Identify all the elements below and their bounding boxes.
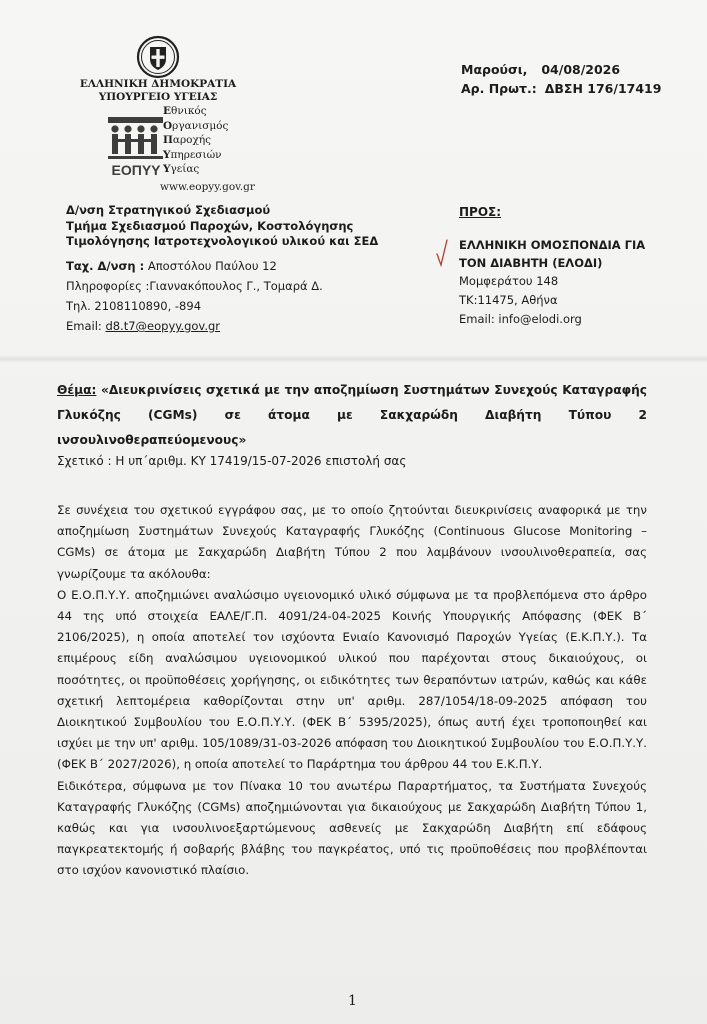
- recipient-name-line: ΕΛΛΗΝΙΚΗ ΟΜΟΣΠΟΝΔΙΑ ΓΙΑ: [459, 238, 646, 252]
- page-fold: [0, 355, 707, 363]
- related-reference: Σχετικό : Η υπ΄αριθμ. ΚΥ 17419/15-07-2026 επιστολή σας: [57, 454, 407, 468]
- address-label: Ταχ. Δ/νση :: [66, 259, 145, 273]
- state-name: ΕΛΛΗΝΙΚΗ ΔΗΜΟΚΡΑΤΙΑ: [79, 78, 237, 90]
- org-website: www.eopyy.gov.gr: [160, 181, 255, 193]
- protocol-number: ΔΒΣΗ 176/17419: [544, 81, 662, 96]
- recipient-address: [459, 272, 582, 329]
- org-name-block: [163, 104, 228, 177]
- org-line: Οργανισμός: [163, 119, 229, 132]
- body-paragraph: Σε συνέχεια του σχετικού εγγράφου σας, με το οποίο ζητούνται διευκρινίσεις αναφορικά με την αποζημίωση Συστημάτων Συνεχούς Καταγραφής Γλυκόζης (Continuous Glucose Monitoring – CGMs) σε άτομα με Σακχαρώδη Διαβήτη Τύπου 2 που λαμβάνουν ινσουλινοθεραπεία, σας γνωρίζουμε τα ακόλουθα:: [57, 503, 647, 581]
- ministry-name: ΥΠΟΥΡΓΕΙΟ ΥΓΕΙΑΣ: [98, 91, 218, 103]
- department-line: Τμήμα Σχεδιασμού Παροχών, Κοστολόγησης: [66, 218, 354, 233]
- recipient-address-line: ΤΚ:11475, Αθήνα: [459, 293, 558, 307]
- info-line: Πληροφορίες :Γιαννακόπουλος Γ., Τομαρά Δ.: [66, 279, 323, 293]
- department-line: Τιμολόγησης Ιατροτεχνολογικού υλικού και ΣΕΔ: [66, 234, 379, 248]
- place-date-block: [461, 60, 661, 98]
- department-line: Δ/νση Στρατηγικού Σχεδιασμού: [66, 203, 271, 217]
- sender-department: [66, 203, 378, 250]
- recipient-name: [459, 236, 645, 272]
- recipient-address-line: Μομφεράτου 148: [459, 274, 559, 288]
- recipient-name-line: ΤΟΝ ΔΙΑΒΗΤΗ (ΕΛΟΔΙ): [459, 256, 603, 270]
- page-number: 1: [348, 993, 357, 1009]
- sender-email-link[interactable]: d8.t7@eopyy.gov.gr: [105, 319, 221, 333]
- sender-contact: [66, 256, 323, 336]
- logo-text: ΕΟΠΥΥ: [111, 162, 161, 178]
- org-line: Υπηρεσιών: [163, 148, 222, 161]
- letter-date: 04/08/2026: [541, 62, 621, 77]
- state-name-block: [68, 78, 248, 104]
- phone-line: Τηλ. 2108110890, -894: [66, 299, 202, 313]
- handwritten-tick-icon: [435, 238, 449, 268]
- body-paragraph: Ειδικότερα, σύμφωνα με τον Πίνακα 10 του ανωτέρω Παραρτήματος, τα Συστήματα Συνεχούς Καταγραφής Γλυκόζης (CGMs) αποζημιώνονται για δικαιούχους με Σακχαρώδη Διαβήτη Τύπου 1, καθώς και για ινσουλινοεξαρτώμενους ασθενείς με Σακχαρώδη Διαβήτη επί εδάφους παγκρεατεκτομής ή σοβαρής βλάβης του παγκρέατος, υπό τις προϋποθέσεις που προβλέπονται στο ισχύον κανονιστικό πλαίσιο.: [57, 778, 647, 878]
- org-line: Υγείας: [163, 163, 200, 176]
- body-paragraph: Ο Ε.Ο.Π.Υ.Υ. αποζημιώνει αναλώσιμο υγειονομικό υλικό σύμφωνα με τα προβλεπόμενα στο άρθρο 44 της υπό στοιχεία ΕΑΛΕ/Γ.Π. 4091/24-04-2025 Κοινής Υπουργικής Απόφασης (ΦΕΚ Β΄ 2106/2025), η οποία αποτελεί τον ισχύοντα Ενιαίο Κανονισμό Παροχών Υγείας (Ε.Κ.Π.Υ.). Τα επιμέρους είδη αναλώσιμου υγειονομικού υλικού που παρέχονται στους δικαιούχους, οι ποσότητες, οι προϋποθέσεις χορήγησης, οι ειδικότητες των θεραπόντων ιατρών, καθώς και κάθε σχετική λεπτομέρεια καθορίζονται στην υπ' αριθμ. 287/1054/18-09-2025 απόφαση του Διοικητικού Συμβουλίου του Ε.Ο.Π.Υ.Υ. (ΦΕΚ Β΄ 5395/2025), όπως αυτή έχει τροποποιηθεί και ισχύει με την υπ' αριθμ. 105/1089/31-03-2026 απόφαση του Διοικητικού Συμβουλίου του Ε.Ο.Π.Υ.Υ. (ΦΕΚ Β΄ 2027/2026), η οποία αποτελεί το Παράρτημα του άρθρου 44 του Ε.Κ.Π.Υ.: [57, 587, 647, 772]
- letter-body: [57, 500, 647, 882]
- subject-block: [57, 378, 647, 453]
- coat-of-arms-icon: [136, 35, 180, 79]
- org-line: Εθνικός: [163, 105, 207, 117]
- org-line: Παροχής: [163, 134, 212, 147]
- city-label: Μαρούσι,: [461, 62, 528, 77]
- recipient-label: ΠΡΟΣ:: [459, 205, 502, 219]
- subject-label: Θέμα:: [57, 383, 97, 397]
- recipient-email: Email: info@elodi.org: [459, 312, 582, 326]
- protocol-label: Αρ. Πρωτ.:: [461, 81, 537, 96]
- address-value: Αποστόλου Παύλου 12: [147, 259, 277, 273]
- subject-text: «Διευκρινίσεις σχετικά με την αποζημίωση Συστημάτων Συνεχούς Καταγραφής Γλυκόζης (CGMs) σε άτομα με Σακχαρώδη Διαβήτη Τύπου 2 ινσουλινοθεραπεύομενους»: [57, 383, 647, 447]
- email-label: Email:: [66, 319, 102, 333]
